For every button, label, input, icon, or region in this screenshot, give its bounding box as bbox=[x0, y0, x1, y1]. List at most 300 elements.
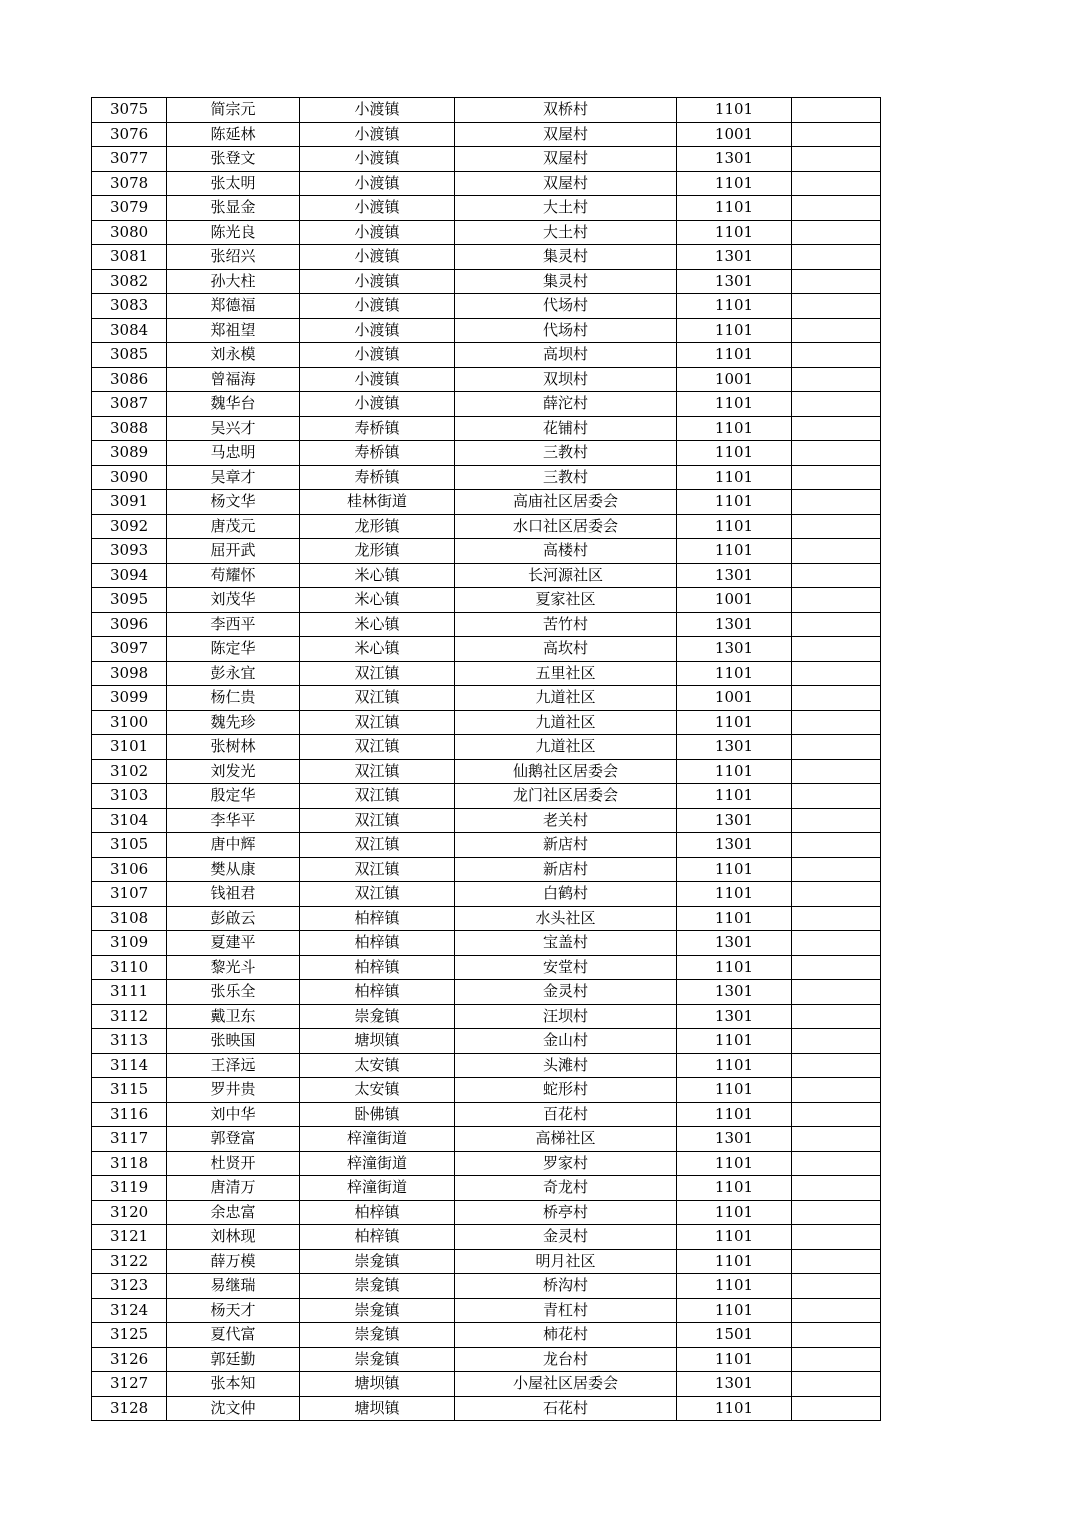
village-cell: 新店村 bbox=[455, 857, 677, 882]
record-id-cell: 3101 bbox=[92, 735, 167, 760]
blank-cell bbox=[792, 931, 881, 956]
table-row bbox=[92, 931, 881, 956]
name-cell: 刘茂华 bbox=[167, 588, 300, 613]
table-row bbox=[92, 367, 881, 392]
name-cell: 杨仁贵 bbox=[167, 686, 300, 711]
blank-cell bbox=[792, 1102, 881, 1127]
record-id-cell: 3113 bbox=[92, 1029, 167, 1054]
blank-cell bbox=[792, 906, 881, 931]
table-row bbox=[92, 833, 881, 858]
table-row bbox=[92, 465, 881, 490]
record-id-cell: 3078 bbox=[92, 171, 167, 196]
record-id-cell: 3123 bbox=[92, 1274, 167, 1299]
blank-cell bbox=[792, 1127, 881, 1152]
blank-cell bbox=[792, 343, 881, 368]
record-id-cell: 3096 bbox=[92, 612, 167, 637]
record-id-cell: 3086 bbox=[92, 367, 167, 392]
name-cell: 罗井贵 bbox=[167, 1078, 300, 1103]
town-cell: 小渡镇 bbox=[300, 220, 455, 245]
blank-cell bbox=[792, 735, 881, 760]
table-row bbox=[92, 1200, 881, 1225]
name-cell: 郑德福 bbox=[167, 294, 300, 319]
town-cell: 小渡镇 bbox=[300, 98, 455, 123]
table-row bbox=[92, 857, 881, 882]
code-cell: 1101 bbox=[677, 857, 792, 882]
town-cell: 塘坝镇 bbox=[300, 1372, 455, 1397]
code-cell: 1101 bbox=[677, 514, 792, 539]
code-cell: 1101 bbox=[677, 661, 792, 686]
record-id-cell: 3108 bbox=[92, 906, 167, 931]
record-id-cell: 3121 bbox=[92, 1225, 167, 1250]
blank-cell bbox=[792, 1347, 881, 1372]
blank-cell bbox=[792, 955, 881, 980]
table-row bbox=[92, 539, 881, 564]
code-cell: 1101 bbox=[677, 294, 792, 319]
records-table bbox=[91, 97, 881, 1421]
record-id-cell: 3100 bbox=[92, 710, 167, 735]
town-cell: 双江镇 bbox=[300, 833, 455, 858]
village-cell: 石花村 bbox=[455, 1396, 677, 1421]
blank-cell bbox=[792, 318, 881, 343]
village-cell: 安堂村 bbox=[455, 955, 677, 980]
record-id-cell: 3087 bbox=[92, 392, 167, 417]
name-cell: 余忠富 bbox=[167, 1200, 300, 1225]
code-cell: 1301 bbox=[677, 147, 792, 172]
town-cell: 太安镇 bbox=[300, 1053, 455, 1078]
village-cell: 新店村 bbox=[455, 833, 677, 858]
table-row bbox=[92, 1151, 881, 1176]
table-row bbox=[92, 637, 881, 662]
blank-cell bbox=[792, 147, 881, 172]
town-cell: 柏梓镇 bbox=[300, 980, 455, 1005]
name-cell: 魏华台 bbox=[167, 392, 300, 417]
record-id-cell: 3104 bbox=[92, 808, 167, 833]
table-row bbox=[92, 196, 881, 221]
record-id-cell: 3095 bbox=[92, 588, 167, 613]
code-cell: 1101 bbox=[677, 1102, 792, 1127]
village-cell: 水口社区居委会 bbox=[455, 514, 677, 539]
table-row bbox=[92, 1004, 881, 1029]
village-cell: 桥沟村 bbox=[455, 1274, 677, 1299]
record-id-cell: 3117 bbox=[92, 1127, 167, 1152]
code-cell: 1101 bbox=[677, 98, 792, 123]
table-row bbox=[92, 1078, 881, 1103]
record-id-cell: 3077 bbox=[92, 147, 167, 172]
town-cell: 米心镇 bbox=[300, 612, 455, 637]
village-cell: 白鹤村 bbox=[455, 882, 677, 907]
table-row bbox=[92, 490, 881, 515]
name-cell: 郭登富 bbox=[167, 1127, 300, 1152]
village-cell: 桥亭村 bbox=[455, 1200, 677, 1225]
name-cell: 刘永模 bbox=[167, 343, 300, 368]
name-cell: 彭永宜 bbox=[167, 661, 300, 686]
village-cell: 双屋村 bbox=[455, 122, 677, 147]
village-cell: 金山村 bbox=[455, 1029, 677, 1054]
table-row bbox=[92, 220, 881, 245]
village-cell: 集灵村 bbox=[455, 269, 677, 294]
code-cell: 1001 bbox=[677, 367, 792, 392]
blank-cell bbox=[792, 661, 881, 686]
table-row bbox=[92, 294, 881, 319]
name-cell: 沈文仲 bbox=[167, 1396, 300, 1421]
record-id-cell: 3098 bbox=[92, 661, 167, 686]
blank-cell bbox=[792, 539, 881, 564]
code-cell: 1101 bbox=[677, 171, 792, 196]
village-cell: 九道社区 bbox=[455, 710, 677, 735]
blank-cell bbox=[792, 1323, 881, 1348]
code-cell: 1101 bbox=[677, 955, 792, 980]
table-row bbox=[92, 1249, 881, 1274]
code-cell: 1101 bbox=[677, 416, 792, 441]
code-cell: 1301 bbox=[677, 563, 792, 588]
name-cell: 苟耀怀 bbox=[167, 563, 300, 588]
table-row bbox=[92, 735, 881, 760]
blank-cell bbox=[792, 833, 881, 858]
record-id-cell: 3076 bbox=[92, 122, 167, 147]
blank-cell bbox=[792, 416, 881, 441]
village-cell: 青杠村 bbox=[455, 1298, 677, 1323]
blank-cell bbox=[792, 514, 881, 539]
code-cell: 1101 bbox=[677, 196, 792, 221]
village-cell: 金灵村 bbox=[455, 1225, 677, 1250]
code-cell: 1301 bbox=[677, 245, 792, 270]
blank-cell bbox=[792, 1053, 881, 1078]
code-cell: 1101 bbox=[677, 906, 792, 931]
code-cell: 1301 bbox=[677, 808, 792, 833]
code-cell: 1101 bbox=[677, 441, 792, 466]
town-cell: 米心镇 bbox=[300, 637, 455, 662]
table-row bbox=[92, 416, 881, 441]
name-cell: 刘发光 bbox=[167, 759, 300, 784]
town-cell: 双江镇 bbox=[300, 661, 455, 686]
blank-cell bbox=[792, 171, 881, 196]
blank-cell bbox=[792, 1396, 881, 1421]
record-id-cell: 3106 bbox=[92, 857, 167, 882]
code-cell: 1101 bbox=[677, 882, 792, 907]
blank-cell bbox=[792, 1225, 881, 1250]
table-row bbox=[92, 588, 881, 613]
code-cell: 1001 bbox=[677, 588, 792, 613]
record-id-cell: 3118 bbox=[92, 1151, 167, 1176]
record-id-cell: 3090 bbox=[92, 465, 167, 490]
town-cell: 崇龛镇 bbox=[300, 1249, 455, 1274]
blank-cell bbox=[792, 392, 881, 417]
table-row bbox=[92, 1225, 881, 1250]
code-cell: 1101 bbox=[677, 343, 792, 368]
village-cell: 三教村 bbox=[455, 441, 677, 466]
record-id-cell: 3093 bbox=[92, 539, 167, 564]
table-row bbox=[92, 1176, 881, 1201]
record-id-cell: 3103 bbox=[92, 784, 167, 809]
table-row bbox=[92, 1102, 881, 1127]
blank-cell bbox=[792, 1029, 881, 1054]
town-cell: 小渡镇 bbox=[300, 318, 455, 343]
village-cell: 九道社区 bbox=[455, 686, 677, 711]
name-cell: 彭啟云 bbox=[167, 906, 300, 931]
table-row bbox=[92, 661, 881, 686]
town-cell: 太安镇 bbox=[300, 1078, 455, 1103]
record-id-cell: 3082 bbox=[92, 269, 167, 294]
code-cell: 1101 bbox=[677, 1249, 792, 1274]
name-cell: 郑祖望 bbox=[167, 318, 300, 343]
name-cell: 夏代富 bbox=[167, 1323, 300, 1348]
name-cell: 吴章才 bbox=[167, 465, 300, 490]
name-cell: 唐清万 bbox=[167, 1176, 300, 1201]
name-cell: 易继瑞 bbox=[167, 1274, 300, 1299]
blank-cell bbox=[792, 563, 881, 588]
code-cell: 1101 bbox=[677, 465, 792, 490]
town-cell: 龙形镇 bbox=[300, 539, 455, 564]
record-id-cell: 3126 bbox=[92, 1347, 167, 1372]
village-cell: 汪坝村 bbox=[455, 1004, 677, 1029]
record-id-cell: 3094 bbox=[92, 563, 167, 588]
record-id-cell: 3120 bbox=[92, 1200, 167, 1225]
town-cell: 柏梓镇 bbox=[300, 955, 455, 980]
record-id-cell: 3080 bbox=[92, 220, 167, 245]
name-cell: 李西平 bbox=[167, 612, 300, 637]
town-cell: 柏梓镇 bbox=[300, 1200, 455, 1225]
record-id-cell: 3097 bbox=[92, 637, 167, 662]
village-cell: 双屋村 bbox=[455, 147, 677, 172]
record-id-cell: 3110 bbox=[92, 955, 167, 980]
record-id-cell: 3075 bbox=[92, 98, 167, 123]
town-cell: 塘坝镇 bbox=[300, 1396, 455, 1421]
record-id-cell: 3092 bbox=[92, 514, 167, 539]
town-cell: 小渡镇 bbox=[300, 171, 455, 196]
name-cell: 薛万模 bbox=[167, 1249, 300, 1274]
town-cell: 双江镇 bbox=[300, 784, 455, 809]
code-cell: 1101 bbox=[677, 759, 792, 784]
name-cell: 戴卫东 bbox=[167, 1004, 300, 1029]
village-cell: 苦竹村 bbox=[455, 612, 677, 637]
record-id-cell: 3099 bbox=[92, 686, 167, 711]
code-cell: 1101 bbox=[677, 1200, 792, 1225]
table-row bbox=[92, 1127, 881, 1152]
town-cell: 小渡镇 bbox=[300, 245, 455, 270]
table-row bbox=[92, 1298, 881, 1323]
table-row bbox=[92, 882, 881, 907]
code-cell: 1101 bbox=[677, 1078, 792, 1103]
village-cell: 双坝村 bbox=[455, 367, 677, 392]
name-cell: 孙大柱 bbox=[167, 269, 300, 294]
table-row bbox=[92, 1323, 881, 1348]
code-cell: 1101 bbox=[677, 1274, 792, 1299]
record-id-cell: 3081 bbox=[92, 245, 167, 270]
blank-cell bbox=[792, 588, 881, 613]
village-cell: 明月社区 bbox=[455, 1249, 677, 1274]
table-row bbox=[92, 1347, 881, 1372]
village-cell: 双屋村 bbox=[455, 171, 677, 196]
table-row bbox=[92, 808, 881, 833]
village-cell: 龙门社区居委会 bbox=[455, 784, 677, 809]
blank-cell bbox=[792, 196, 881, 221]
code-cell: 1101 bbox=[677, 1029, 792, 1054]
village-cell: 夏家社区 bbox=[455, 588, 677, 613]
village-cell: 双桥村 bbox=[455, 98, 677, 123]
name-cell: 曾福海 bbox=[167, 367, 300, 392]
code-cell: 1101 bbox=[677, 1053, 792, 1078]
name-cell: 魏先珍 bbox=[167, 710, 300, 735]
village-cell: 罗家村 bbox=[455, 1151, 677, 1176]
table-row bbox=[92, 318, 881, 343]
code-cell: 1101 bbox=[677, 1151, 792, 1176]
code-cell: 1101 bbox=[677, 539, 792, 564]
name-cell: 唐茂元 bbox=[167, 514, 300, 539]
name-cell: 王泽远 bbox=[167, 1053, 300, 1078]
code-cell: 1301 bbox=[677, 1127, 792, 1152]
name-cell: 钱祖君 bbox=[167, 882, 300, 907]
village-cell: 花铺村 bbox=[455, 416, 677, 441]
blank-cell bbox=[792, 220, 881, 245]
town-cell: 小渡镇 bbox=[300, 147, 455, 172]
town-cell: 寿桥镇 bbox=[300, 441, 455, 466]
name-cell: 张太明 bbox=[167, 171, 300, 196]
blank-cell bbox=[792, 710, 881, 735]
town-cell: 米心镇 bbox=[300, 563, 455, 588]
record-id-cell: 3125 bbox=[92, 1323, 167, 1348]
code-cell: 1301 bbox=[677, 1004, 792, 1029]
name-cell: 张显金 bbox=[167, 196, 300, 221]
blank-cell bbox=[792, 1176, 881, 1201]
village-cell: 高梯社区 bbox=[455, 1127, 677, 1152]
record-id-cell: 3128 bbox=[92, 1396, 167, 1421]
name-cell: 简宗元 bbox=[167, 98, 300, 123]
village-cell: 蛇形村 bbox=[455, 1078, 677, 1103]
village-cell: 头滩村 bbox=[455, 1053, 677, 1078]
table-row bbox=[92, 1396, 881, 1421]
name-cell: 刘中华 bbox=[167, 1102, 300, 1127]
table-row bbox=[92, 686, 881, 711]
table-row bbox=[92, 1274, 881, 1299]
village-cell: 高庙社区居委会 bbox=[455, 490, 677, 515]
village-cell: 小屋社区居委会 bbox=[455, 1372, 677, 1397]
town-cell: 柏梓镇 bbox=[300, 906, 455, 931]
town-cell: 桂林街道 bbox=[300, 490, 455, 515]
blank-cell bbox=[792, 1004, 881, 1029]
name-cell: 黎光斗 bbox=[167, 955, 300, 980]
code-cell: 1301 bbox=[677, 612, 792, 637]
blank-cell bbox=[792, 808, 881, 833]
name-cell: 李华平 bbox=[167, 808, 300, 833]
village-cell: 高坎村 bbox=[455, 637, 677, 662]
town-cell: 卧佛镇 bbox=[300, 1102, 455, 1127]
code-cell: 1301 bbox=[677, 931, 792, 956]
town-cell: 米心镇 bbox=[300, 588, 455, 613]
town-cell: 小渡镇 bbox=[300, 196, 455, 221]
town-cell: 双江镇 bbox=[300, 686, 455, 711]
town-cell: 塘坝镇 bbox=[300, 1029, 455, 1054]
code-cell: 1101 bbox=[677, 1298, 792, 1323]
name-cell: 杨天才 bbox=[167, 1298, 300, 1323]
town-cell: 崇龛镇 bbox=[300, 1323, 455, 1348]
village-cell: 高坝村 bbox=[455, 343, 677, 368]
blank-cell bbox=[792, 857, 881, 882]
record-id-cell: 3122 bbox=[92, 1249, 167, 1274]
village-cell: 宝盖村 bbox=[455, 931, 677, 956]
code-cell: 1001 bbox=[677, 122, 792, 147]
village-cell: 长河源社区 bbox=[455, 563, 677, 588]
town-cell: 崇龛镇 bbox=[300, 1298, 455, 1323]
name-cell: 陈延林 bbox=[167, 122, 300, 147]
name-cell: 屈开武 bbox=[167, 539, 300, 564]
blank-cell bbox=[792, 245, 881, 270]
village-cell: 老关村 bbox=[455, 808, 677, 833]
code-cell: 1101 bbox=[677, 1225, 792, 1250]
name-cell: 马忠明 bbox=[167, 441, 300, 466]
code-cell: 1301 bbox=[677, 269, 792, 294]
village-cell: 百花村 bbox=[455, 1102, 677, 1127]
table-row bbox=[92, 784, 881, 809]
village-cell: 高楼村 bbox=[455, 539, 677, 564]
code-cell: 1301 bbox=[677, 833, 792, 858]
blank-cell bbox=[792, 1200, 881, 1225]
blank-cell bbox=[792, 490, 881, 515]
record-id-cell: 3111 bbox=[92, 980, 167, 1005]
code-cell: 1301 bbox=[677, 980, 792, 1005]
table-row bbox=[92, 441, 881, 466]
code-cell: 1101 bbox=[677, 1396, 792, 1421]
code-cell: 1101 bbox=[677, 318, 792, 343]
record-id-cell: 3112 bbox=[92, 1004, 167, 1029]
name-cell: 张树林 bbox=[167, 735, 300, 760]
blank-cell bbox=[792, 465, 881, 490]
records-body bbox=[92, 98, 881, 1421]
table-row bbox=[92, 343, 881, 368]
town-cell: 龙形镇 bbox=[300, 514, 455, 539]
blank-cell bbox=[792, 882, 881, 907]
blank-cell bbox=[792, 1078, 881, 1103]
table-row bbox=[92, 1053, 881, 1078]
name-cell: 陈光良 bbox=[167, 220, 300, 245]
blank-cell bbox=[792, 441, 881, 466]
code-cell: 1101 bbox=[677, 490, 792, 515]
town-cell: 双江镇 bbox=[300, 857, 455, 882]
town-cell: 柏梓镇 bbox=[300, 1225, 455, 1250]
name-cell: 刘林现 bbox=[167, 1225, 300, 1250]
record-id-cell: 3114 bbox=[92, 1053, 167, 1078]
code-cell: 1001 bbox=[677, 686, 792, 711]
code-cell: 1101 bbox=[677, 710, 792, 735]
blank-cell bbox=[792, 294, 881, 319]
name-cell: 张本知 bbox=[167, 1372, 300, 1397]
name-cell: 杨文华 bbox=[167, 490, 300, 515]
code-cell: 1301 bbox=[677, 735, 792, 760]
record-id-cell: 3089 bbox=[92, 441, 167, 466]
town-cell: 崇龛镇 bbox=[300, 1347, 455, 1372]
blank-cell bbox=[792, 980, 881, 1005]
town-cell: 崇龛镇 bbox=[300, 1004, 455, 1029]
blank-cell bbox=[792, 122, 881, 147]
code-cell: 1101 bbox=[677, 220, 792, 245]
blank-cell bbox=[792, 1372, 881, 1397]
code-cell: 1301 bbox=[677, 637, 792, 662]
blank-cell bbox=[792, 686, 881, 711]
village-cell: 三教村 bbox=[455, 465, 677, 490]
table-row bbox=[92, 98, 881, 123]
table-row bbox=[92, 955, 881, 980]
record-id-cell: 3127 bbox=[92, 1372, 167, 1397]
town-cell: 梓潼街道 bbox=[300, 1151, 455, 1176]
village-cell: 水头社区 bbox=[455, 906, 677, 931]
village-cell: 龙台村 bbox=[455, 1347, 677, 1372]
name-cell: 张映国 bbox=[167, 1029, 300, 1054]
table-row bbox=[92, 147, 881, 172]
name-cell: 郭廷勤 bbox=[167, 1347, 300, 1372]
name-cell: 张登文 bbox=[167, 147, 300, 172]
town-cell: 双江镇 bbox=[300, 882, 455, 907]
village-cell: 集灵村 bbox=[455, 245, 677, 270]
blank-cell bbox=[792, 1249, 881, 1274]
